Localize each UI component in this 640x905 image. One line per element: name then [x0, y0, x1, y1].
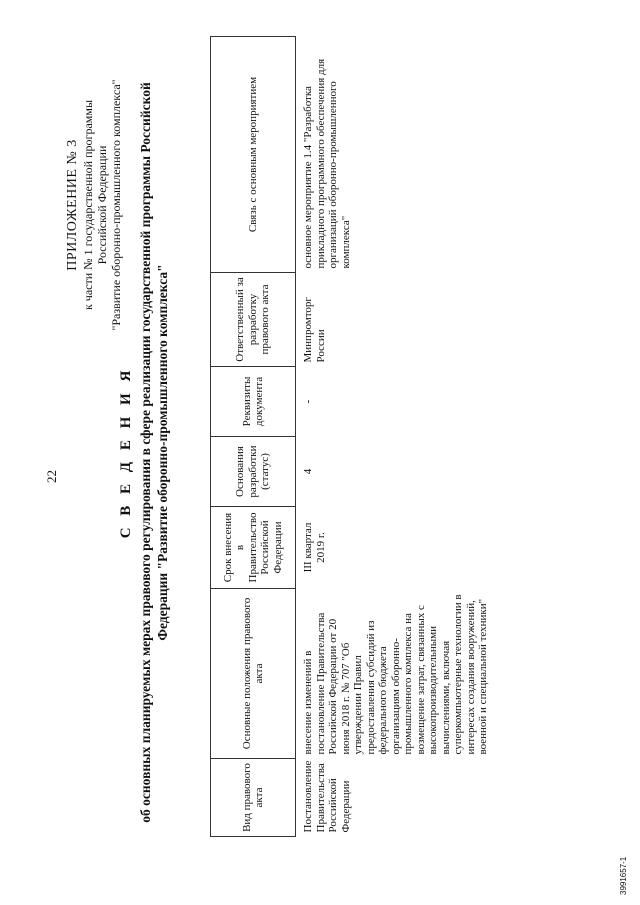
- appendix-title: ПРИЛОЖЕНИЕ № 3: [65, 139, 80, 271]
- document-code: 3991657-1: [619, 856, 628, 895]
- cell-link: основное мероприятие 1.4 "Разработка прикладного программного обеспечения для организаций оборонно-промышленного комплекса": [302, 58, 352, 269]
- heading-line-2: Федерации "Развитие оборонно-промышленного комплекса": [155, 264, 170, 641]
- cell-requisites: -: [302, 399, 314, 404]
- appendix-line-3: "Развитие оборонно-промышленного комплекса": [109, 79, 123, 331]
- cell-act-type: Постановление Правительства Российской Федерации: [302, 760, 352, 833]
- header-deadline: Срок внесения в Правительство Российской Федерации: [211, 507, 296, 589]
- header-responsible: Ответственный за разработку правового акта: [211, 273, 296, 367]
- header-link: Связь с основным мероприятием: [211, 37, 296, 273]
- cell-deadline: III квартал 2019 г.: [302, 522, 327, 573]
- cell-responsible: Минпромторг России: [302, 297, 327, 363]
- header-basis: Основания разработки (статус): [211, 437, 296, 507]
- heading-title: С В Е Д Е Н И Я: [118, 366, 134, 539]
- header-act-type: Вид правового акта: [211, 759, 296, 837]
- header-requisites: Реквизиты документа: [211, 367, 296, 437]
- cell-basis: 4: [302, 468, 314, 475]
- appendix-block: [66, 25, 123, 385]
- heading-line-1: об основных планируемых мерах правового регулирования в сфере реализации государственной программы Российской: [138, 82, 153, 823]
- appendix-line-1: к части № 1 государственной программы: [81, 99, 95, 311]
- table-row: [296, 37, 496, 837]
- appendix-line-2: Российской Федерации: [95, 145, 109, 265]
- document-heading: [118, 0, 171, 905]
- header-provisions: Основные положения правового акта: [211, 589, 296, 759]
- table-header-row: [211, 37, 296, 837]
- cell-provisions: внесение изменений в постановление Правительства Российской Федерации от 20 июня 2018 г. № 707 "Об утверждении Правил предоставления субсидий из федерального бюджета организациям оборонно-промышленного комплекса на возмещение затрат, связанных с высокопроизводительными вычислениями, включая суперкомпьютерные технологии в интересах создания вооружений, военной и специальной техники": [302, 594, 489, 755]
- page-number: 22: [44, 470, 59, 483]
- regulation-table: [210, 36, 496, 837]
